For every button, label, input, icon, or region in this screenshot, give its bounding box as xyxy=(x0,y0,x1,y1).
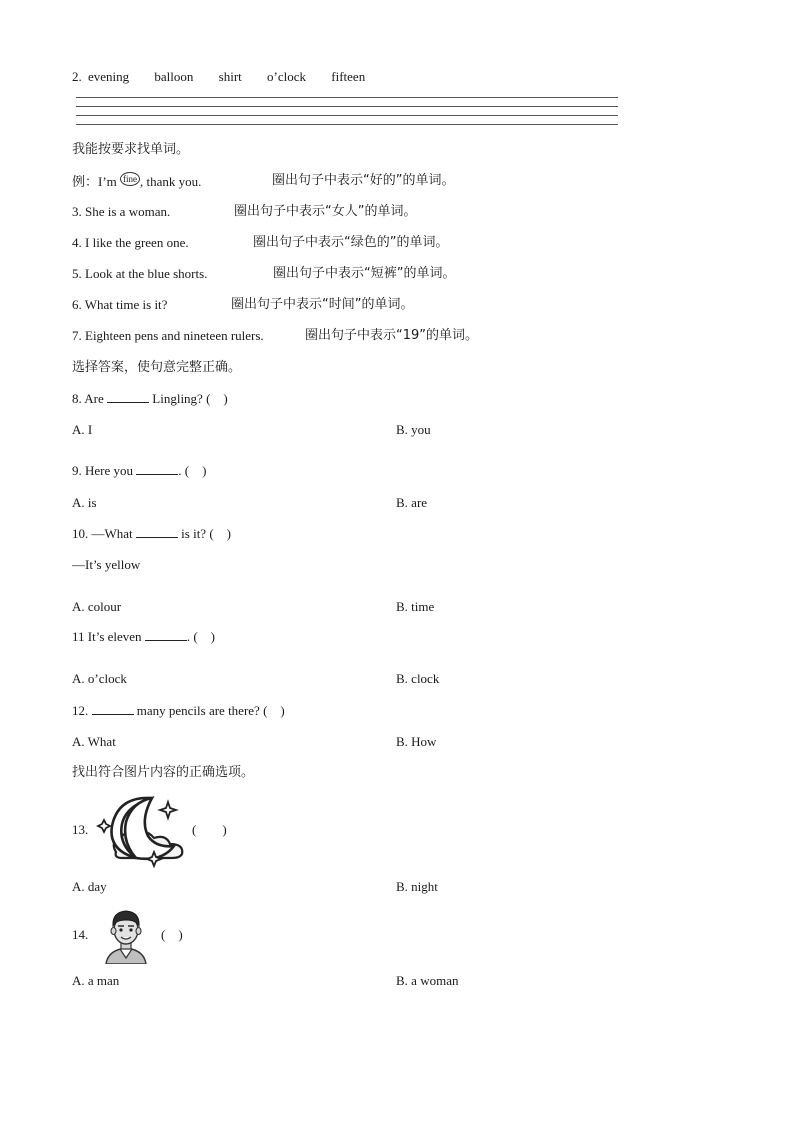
q8-option-b[interactable]: B. you xyxy=(396,422,431,437)
question-10 xyxy=(72,525,231,543)
question-9 xyxy=(72,462,206,480)
q12-option-a[interactable]: A. What xyxy=(72,734,116,749)
find-sentence-7: 7. Eighteen pens and nineteen rulers. xyxy=(72,328,264,343)
find-sentence-6: 6. What time is it? xyxy=(72,297,168,312)
find-instruction-3: 圈出句子中表示“女人”的单词。 xyxy=(234,204,417,219)
q2-word: fifteen xyxy=(331,69,366,84)
q9-option-b[interactable]: B. are xyxy=(396,495,428,510)
q13-option-b[interactable]: B. night xyxy=(396,879,438,894)
find-instruction-7: 圈出句子中表示“19”的单词。 xyxy=(305,328,479,343)
q2-word: o’clock xyxy=(267,69,307,84)
q2-number: 2. xyxy=(72,69,82,84)
example-instruction: 圈出句子中表示“好的”的单词。 xyxy=(272,173,455,188)
q9-text-end: . ( ) xyxy=(178,463,207,478)
answer-blank[interactable] xyxy=(136,525,178,538)
q12-text-end: many pencils are there? ( ) xyxy=(133,703,285,718)
find-sentence-5: 5. Look at the blue shorts. xyxy=(72,266,208,281)
q10-reply: —It’s yellow xyxy=(72,557,141,572)
q8-text: 8. Are xyxy=(72,391,108,406)
q11-option-b[interactable]: B. clock xyxy=(396,671,440,686)
section-heading-picture: 找出符合图片内容的正确选项。 xyxy=(72,765,255,780)
q9-text: 9. Here you xyxy=(72,463,137,478)
example-prefix: 例：I’m xyxy=(72,174,121,189)
q8-option-a[interactable]: A. I xyxy=(72,422,93,437)
find-instruction-4: 圈出句子中表示“绿色的”的单词。 xyxy=(253,235,449,250)
q10-text-end: is it? ( ) xyxy=(177,526,231,541)
q14-number: 14. xyxy=(72,927,89,942)
q12-option-b[interactable]: B. How xyxy=(396,734,437,749)
handwriting-lines xyxy=(76,97,618,133)
section-heading-choose: 选择答案，使句意完整正确。 xyxy=(72,360,242,375)
example-sentence xyxy=(72,172,201,191)
q11-text: 11 It’s eleven xyxy=(72,629,145,644)
q14-answer-parentheses[interactable]: ( ) xyxy=(161,927,183,942)
question-12 xyxy=(72,702,285,720)
answer-blank[interactable] xyxy=(145,628,187,641)
q2-word-list xyxy=(72,68,365,86)
q14-option-a[interactable]: A. a man xyxy=(72,973,120,988)
find-instruction-6: 圈出句子中表示“时间”的单词。 xyxy=(231,297,414,312)
find-sentence-3: 3. She is a woman. xyxy=(72,204,171,219)
q14-option-b[interactable]: B. a woman xyxy=(396,973,459,988)
find-sentence-4: 4. I like the green one. xyxy=(72,235,189,250)
q10-option-b[interactable]: B. time xyxy=(396,599,435,614)
q11-option-a[interactable]: A. o’clock xyxy=(72,671,127,686)
q12-text: 12. xyxy=(72,703,92,718)
q8-text-end: Lingling? ( ) xyxy=(149,391,228,406)
question-11 xyxy=(72,628,215,646)
q13-option-a[interactable]: A. day xyxy=(72,879,107,894)
q13-answer-parentheses[interactable]: ( ) xyxy=(192,822,227,837)
section-heading-find-words: 我能按要求找单词。 xyxy=(72,142,190,157)
q2-word: shirt xyxy=(218,69,242,84)
example-suffix: , thank you. xyxy=(140,174,202,189)
answer-blank[interactable] xyxy=(107,390,149,403)
q11-text-end: . ( ) xyxy=(186,629,215,644)
q13-number: 13. xyxy=(72,822,89,837)
answer-blank[interactable] xyxy=(92,702,134,715)
find-instruction-5: 圈出句子中表示“短裤”的单词。 xyxy=(273,266,456,281)
man-avatar-icon xyxy=(102,906,150,964)
q2-word: evening xyxy=(88,69,130,84)
circled-word: fine xyxy=(120,172,140,186)
q2-word: balloon xyxy=(154,69,194,84)
q9-option-a[interactable]: A. is xyxy=(72,495,97,510)
moon-icon xyxy=(96,792,192,868)
question-8 xyxy=(72,390,228,408)
q10-text: 10. —What xyxy=(72,526,136,541)
answer-blank[interactable] xyxy=(136,462,178,475)
q10-option-a[interactable]: A. colour xyxy=(72,599,122,614)
